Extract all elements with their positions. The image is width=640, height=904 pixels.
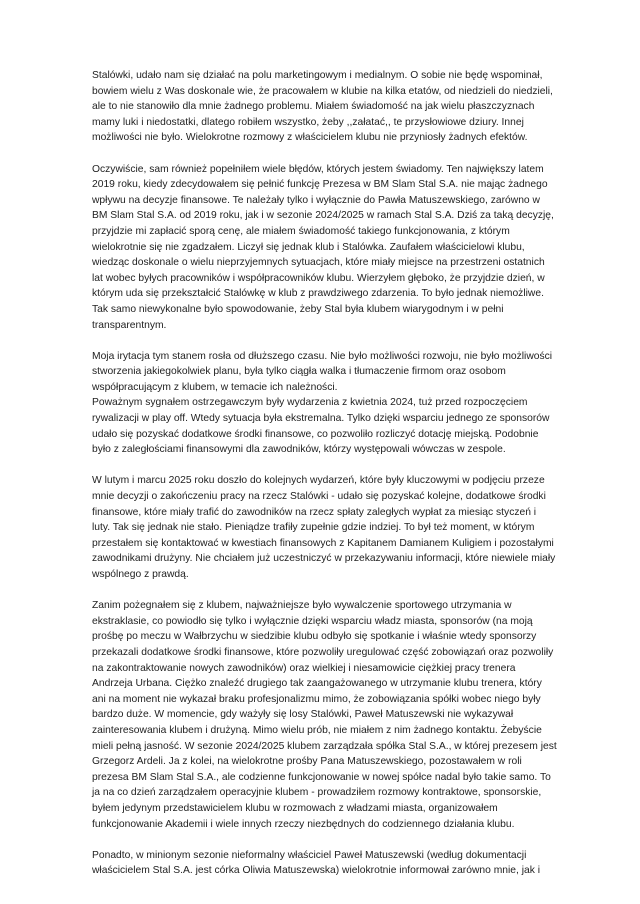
text-line: funkcjonowanie Akademii i wiele innych rzeczy niezbędnych do codziennego działania klubu. <box>92 818 515 830</box>
paragraph <box>92 473 562 582</box>
text-line: Oczywiście, sam również popełniłem wiele błędów, których jestem świadomy. Ten największy latem <box>92 163 544 175</box>
text-line: transparentnym. <box>92 319 167 331</box>
text-line: wiedząc doskonale o wielu nieprzyjemnych sytuacjach, które miały miejsce na przestrzeni ostatnich <box>92 257 545 269</box>
text-line: było z zaległościami finansowymi dla zawodników, którzy występowali wówczas w zespole. <box>92 444 506 456</box>
text-line: BM Slam Stal S.A. od 2019 roku, jak i w sezonie 2024/2025 w ramach Stal S.A. Dziś za taką decyzję, <box>92 210 554 222</box>
text-line: mamy luki i niedostatki, dlatego robiłem wszystko, żeby ,,załatać,, te przysłowiowe dziury. Innej <box>92 116 524 128</box>
paragraph <box>92 68 562 146</box>
text-line: byłem jedynym przedstawicielem klubu w rozmowach z władzami miasta, organizowałem <box>92 802 498 814</box>
text-line: ani na moment nie wykazał braku profesjonalizmu mimo, że zobowiązania spółki wobec niego były <box>92 693 541 705</box>
text-line: Moja irytacja tym stanem rosła od dłuższego czasu. Nie było możliwości rozwoju, nie było możliwości <box>92 350 553 362</box>
text-line: Tak samo niewykonalne było spowodowanie, żeby Stal była klubem wiarygodnym i w pełni <box>92 303 504 315</box>
text-line: stworzenia jakiegokolwiek planu, była tylko ciągła walka i tłumaczenie firmom oraz osobom <box>92 366 506 378</box>
paragraph <box>92 162 562 334</box>
text-line: Zanim pożegnałem się z klubem, najważniejsze było wywalczenie sportowego utrzymania w <box>92 600 512 612</box>
text-line: prośbę po meczu w Wałbrzychu w siedzibie klubu odbyło się spotkanie i właśnie wtedy sponsorzy <box>92 631 537 643</box>
text-line: finansowe, które miały trafić do zawodników na rzecz spłaty zaległych wypłat za miesiąc styczeń i <box>92 506 537 518</box>
text-line: ale to nie stanowiło dla mnie żadnego problemu. Miałem świadomość na jak wielu płaszczyznach <box>92 101 535 113</box>
text-line: współpracującym z klubem, w temacie ich należności. <box>92 381 338 393</box>
paragraph <box>92 848 562 879</box>
text-line: Stalówki, udało nam się działać na polu marketingowym i medialnym. O sobie nie będę wspominał, <box>92 70 543 81</box>
text-line: rywalizacji w play off. Wtedy sytuacja była ekstremalna. Tylko dzięki wsparciu jednego ze sponsorów <box>92 413 550 425</box>
text-line: mnie decyzji o zakończeniu pracy na rzecz Stalówki - udało się pozyskać kolejne, dodatkowe środki <box>92 491 546 503</box>
text-line: zainteresowania klubem i drużyną. Mimo wielu prób, nie miałem z nim żadnego kontaktu. Żebyście <box>92 724 542 736</box>
text-line: wpływu na decyzje finansowe. Te należały tylko i wyłącznie do Pawła Matuszewskiego, zarówno w <box>92 194 540 206</box>
text-line: bowiem wielu z Was doskonale wie, że pracowałem w klubie na kilka etatów, od niedzieli do niedzieli, <box>92 85 553 97</box>
text-line: luty. Tak się jednak nie stało. Pieniądze trafiły zupełnie gdzie indziej. To był też moment, w którym <box>92 522 535 534</box>
paragraph <box>92 598 562 832</box>
text-line: 2019 roku, kiedy zdecydowałem się pełnić funkcję Prezesa w BM Slam Stal S.A. nie mając żadnego <box>92 179 548 191</box>
text-line: Ponadto, w minionym sezonie nieformalny właściciel Paweł Matuszewski (według dokumentacji <box>92 849 527 861</box>
text-line: udało się pozyskać dodatkowe środki finansowe, co pozwoliło rozliczyć dotację miejską. Podobnie <box>92 428 539 440</box>
text-line: W lutym i marcu 2025 roku doszło do kolejnych wydarzeń, które były kluczowymi w podjęciu przeze <box>92 475 545 487</box>
text-line: mieli pełną jasność. W sezonie 2024/2025 klubem zarządzała spółka Stal S.A., w której prezesem jest <box>92 740 557 752</box>
document-body <box>92 68 562 879</box>
text-line: Grzegorz Ardeli. Ja z kolei, na wielokrotne prośby Pana Matuszewskiego, pozostawałem w roli <box>92 756 522 768</box>
paragraph <box>92 349 562 458</box>
text-line: którym uda się przekształcić Stalówkę w klub z prawdziwego zdarzenia. To było jednak niemożliwe. <box>92 288 544 300</box>
text-line: przekazali dodatkowe środki finansowe, które pozwoliły uregulować część zobowiązań oraz pozwoliły <box>92 646 554 658</box>
text-line: lat wobec byłych pracowników i współpracowników klubu. Wierzyłem głęboko, że przyjdzie dzień, w <box>92 272 545 284</box>
text-line: właścicielem Stal S.A. jest córka Oliwia Matuszewska) wielokrotnie informował zarówno mnie, jak i <box>92 865 541 877</box>
text-line: na zakontraktowanie nowych zawodników) oraz wielkiej i niesamowicie ciężkiej pracy trenera <box>92 662 516 674</box>
text-line: przestałem się kontaktować w kwestiach finansowych z Kapitanem Damianem Kuligiem i pozostałymi <box>92 537 554 549</box>
text-line: zawodnikami drużyny. Nie chciałem już uczestniczyć w przekazywaniu informacji, które niewiele miały <box>92 553 556 565</box>
text-line: Poważnym sygnałem ostrzegawczym były wydarzenia z kwietnia 2024, tuż przed rozpoczęciem <box>92 397 528 409</box>
text-line: bardzo duże. W momencie, gdy ważyły się losy Stalówki, Paweł Matuszewski nie wykazywał <box>92 709 514 721</box>
text-line: przyjdzie mi zapłacić sporą cenę, ale miałem świadomość takiego funkcjonowania, z którym <box>92 225 510 237</box>
text-line: prezesa BM Slam Stal S.A., ale codzienne funkcjonowanie w nowej spółce nadal było takie samo. To <box>92 771 551 783</box>
text-line: ekstraklasie, co powiodło się tylko i wyłącznie dzięki wsparciu władz miasta, sponsorów (na moją <box>92 615 533 627</box>
text-line: możliwości nie było. Wielokrotne rozmowy z właścicielem klubu nie przyniosły żadnych efektów. <box>92 132 528 144</box>
text-line: wspólnego z prawdą. <box>92 569 189 580</box>
text-line: wielokrotnie się nie zgadzałem. Liczył się jednak klub i Stalówka. Zaufałem właścicielowi klubu, <box>92 241 525 253</box>
text-line: ja na co dzień zarządzałem operacyjnie klubem - prowadziłem rozmowy kontraktowe, sponsorskie, <box>92 787 542 799</box>
text-line: Andrzeja Urbana. Ciężko znaleźć drugiego tak zaangażowanego w utrzymanie klubu trenera, który <box>92 678 542 690</box>
